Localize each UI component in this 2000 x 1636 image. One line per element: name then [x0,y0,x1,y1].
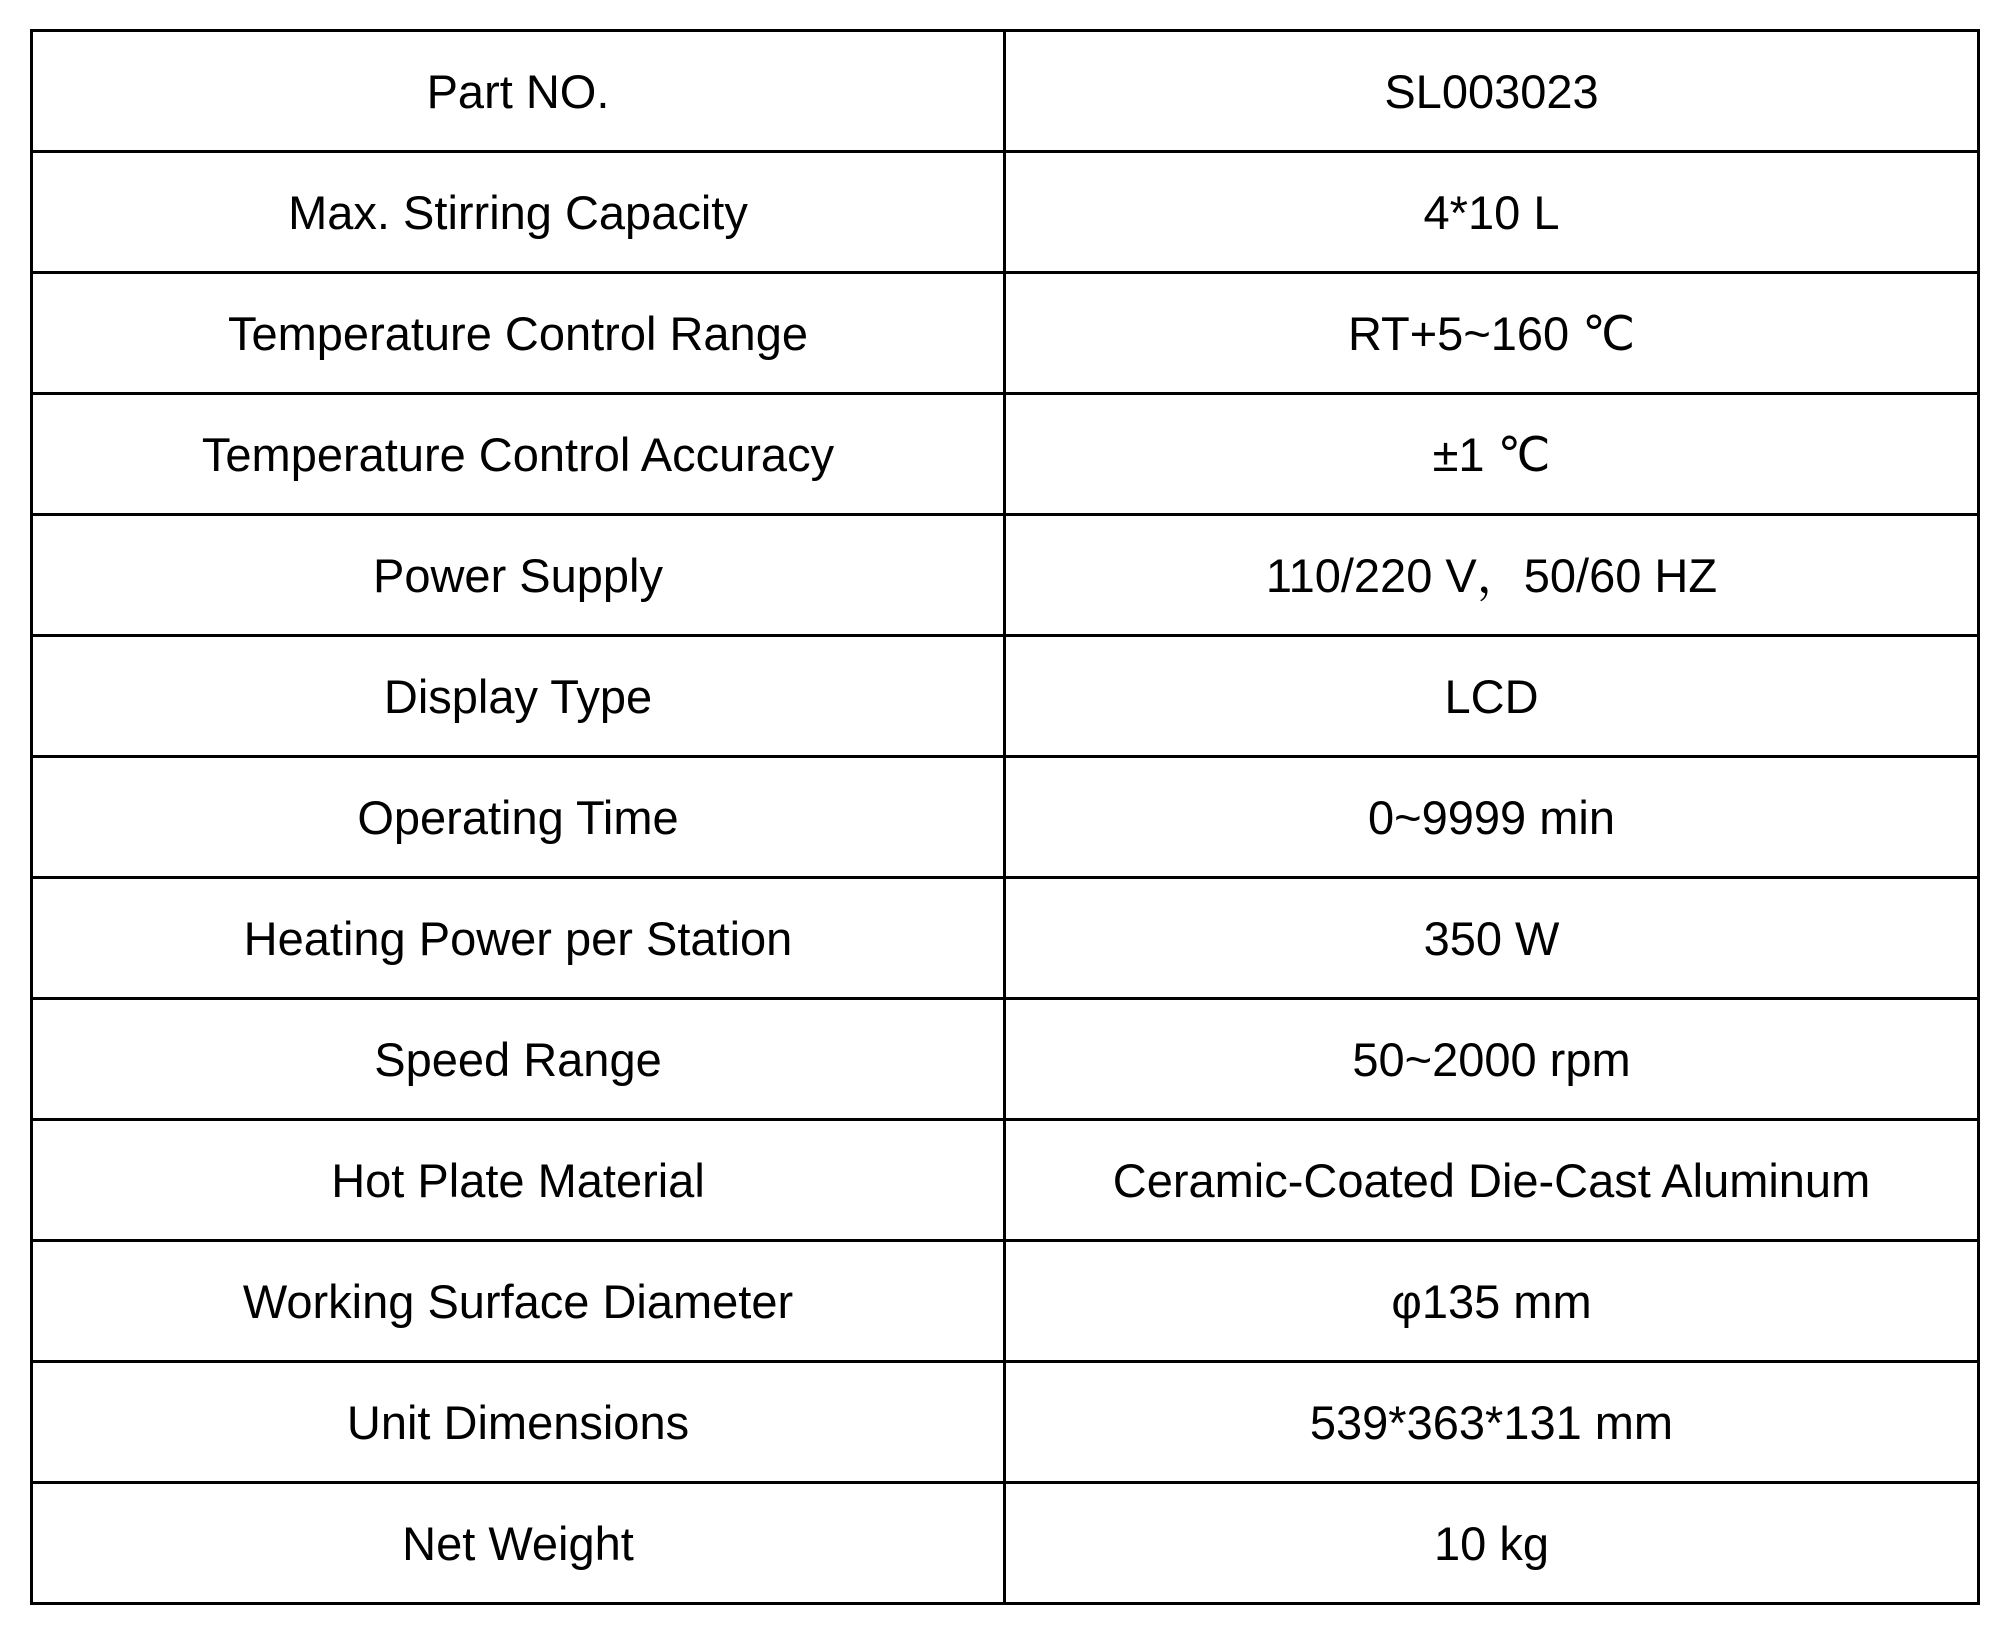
table-row [32,1362,1979,1483]
spec-label: Operating Time [32,757,1005,878]
spec-label: Display Type [32,636,1005,757]
spec-value: Ceramic-Coated Die-Cast Aluminum [1005,1120,1979,1241]
spec-label: Hot Plate Material [32,1120,1005,1241]
table-row [32,273,1979,394]
spec-value: 50~2000 rpm [1005,999,1979,1120]
table-row [32,636,1979,757]
spec-value: 4*10 L [1005,152,1979,273]
table-row [32,515,1979,636]
spec-value: LCD [1005,636,1979,757]
table-row [32,1483,1979,1604]
spec-value: 539*363*131 mm [1005,1362,1979,1483]
spec-value: RT+5~160 ℃ [1005,273,1979,394]
spec-label: Unit Dimensions [32,1362,1005,1483]
spec-value: φ135 mm [1005,1241,1979,1362]
spec-label: Max. Stirring Capacity [32,152,1005,273]
table-row [32,31,1979,152]
spec-label: Part NO. [32,31,1005,152]
table-row [32,152,1979,273]
spec-label: Temperature Control Accuracy [32,394,1005,515]
table-row [32,999,1979,1120]
spec-label: Speed Range [32,999,1005,1120]
table-row [32,1120,1979,1241]
spec-label: Temperature Control Range [32,273,1005,394]
spec-value: ±1 ℃ [1005,394,1979,515]
table-row [32,1241,1979,1362]
table-row [32,878,1979,999]
spec-value: 110/220 V，50/60 HZ [1005,515,1979,636]
table-row [32,394,1979,515]
spec-value: 10 kg [1005,1483,1979,1604]
spec-value: 0~9999 min [1005,757,1979,878]
spec-label: Power Supply [32,515,1005,636]
spec-value: SL003023 [1005,31,1979,152]
spec-label: Working Surface Diameter [32,1241,1005,1362]
table-row [32,757,1979,878]
spec-label: Net Weight [32,1483,1005,1604]
spec-table [30,29,1980,1605]
spec-label: Heating Power per Station [32,878,1005,999]
spec-value: 350 W [1005,878,1979,999]
